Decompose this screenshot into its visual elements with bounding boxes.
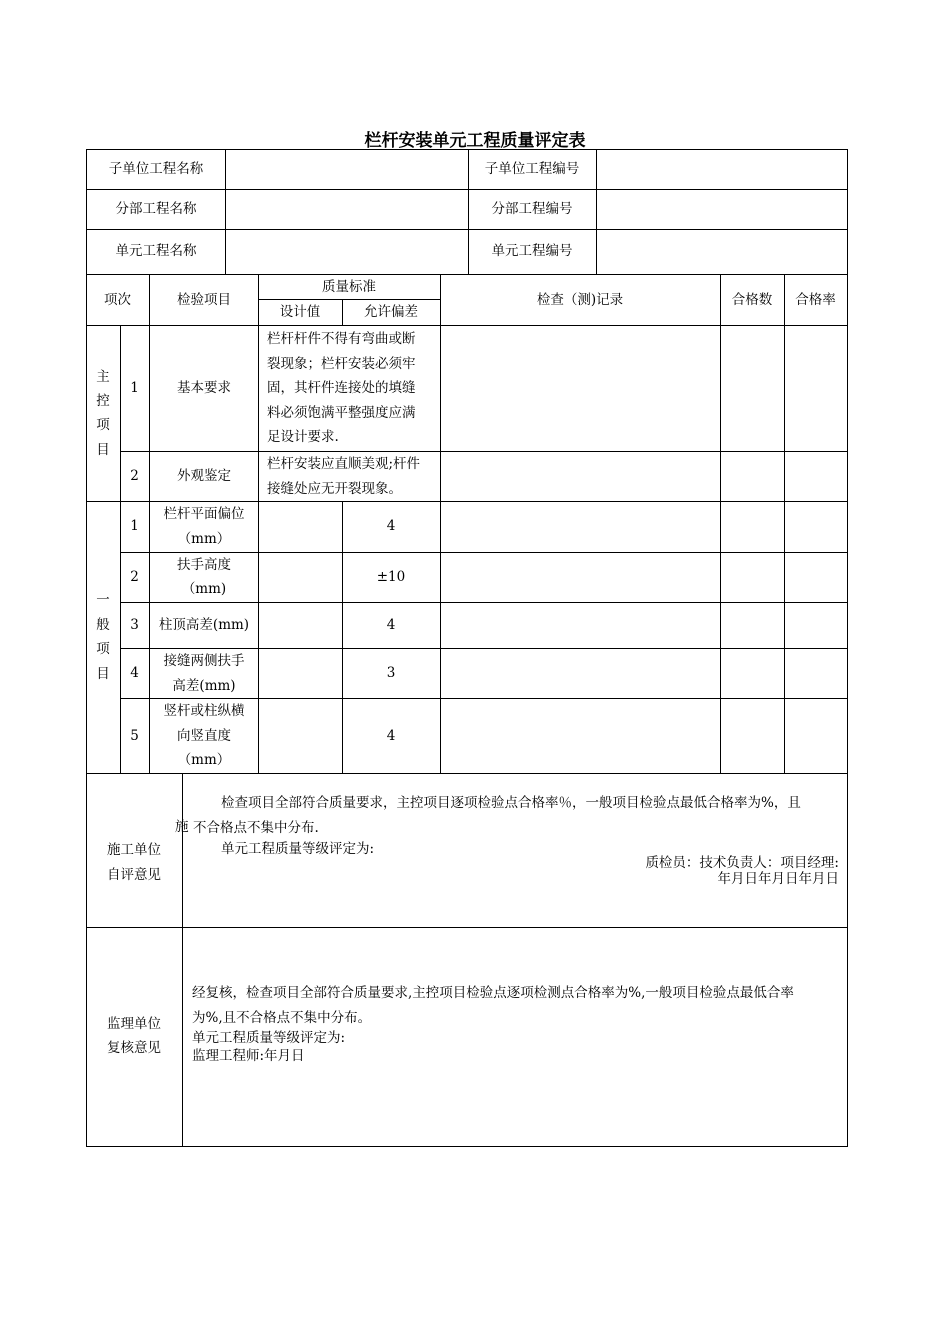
construction-label-line: 施工单位 bbox=[107, 842, 161, 858]
general-item-name-line: 扶手高度 bbox=[177, 557, 231, 573]
row-divider bbox=[86, 189, 848, 190]
general-item-tolerance: ±10 bbox=[376, 569, 406, 585]
main-item-name: 外观鉴定 bbox=[177, 468, 231, 484]
general-item-no: 3 bbox=[130, 617, 139, 633]
row-divider bbox=[86, 229, 848, 230]
supervision-label-line: 复核意见 bbox=[107, 1040, 161, 1056]
row-divider bbox=[120, 602, 848, 603]
col-header-item-no: 项次 bbox=[104, 292, 131, 308]
division-name-label: 分部工程名称 bbox=[115, 201, 197, 217]
row-divider bbox=[120, 451, 848, 452]
construction-signers: 质检员：技术负责人：项目经理: bbox=[645, 855, 839, 871]
standard-line: 裂现象；栏杆安装必须牢 bbox=[267, 356, 416, 372]
group-label-char: 目 bbox=[96, 442, 110, 458]
construction-opinion-line: 不合格点不集中分布. bbox=[193, 820, 319, 836]
construction-grade-line: 单元工程质量等级评定为: bbox=[221, 841, 375, 857]
supervision-label-line: 监理单位 bbox=[107, 1016, 161, 1032]
general-item-no: 2 bbox=[130, 569, 139, 585]
col-header-pass-rate: 合格率 bbox=[795, 292, 836, 308]
standard-line: 栏杆杆件不得有弯曲或断 bbox=[267, 331, 416, 347]
general-item-name-line: 向竖直度 bbox=[177, 728, 231, 744]
division-no-label: 分部工程编号 bbox=[491, 201, 573, 217]
group-label-char: 目 bbox=[96, 666, 110, 682]
general-item-name-line: （mm） bbox=[177, 752, 231, 768]
table-border-top bbox=[86, 149, 848, 150]
general-item-no: 1 bbox=[130, 518, 139, 534]
col-header-check-item: 检验项目 bbox=[177, 292, 231, 308]
col-divider bbox=[784, 274, 785, 773]
col-divider bbox=[440, 274, 441, 773]
row-divider bbox=[86, 927, 848, 928]
general-item-name-line: （mm) bbox=[181, 581, 227, 597]
standard-line: 固，其杆件连接处的填缝 bbox=[267, 380, 416, 396]
col-header-quality-standard: 质量标准 bbox=[322, 279, 376, 295]
general-item-no: 4 bbox=[130, 665, 139, 681]
group-label-char: 主 bbox=[96, 369, 110, 385]
row-divider bbox=[86, 773, 848, 774]
row-divider bbox=[86, 325, 848, 326]
supervision-opinion-line: 经复核，检查项目全部符合质量要求,主控项目检验点逐项检测点合格率为%,一般项目检验点最低合率 bbox=[192, 985, 794, 1001]
main-item-no: 2 bbox=[130, 468, 139, 484]
general-item-tolerance: 4 bbox=[386, 728, 396, 744]
sub-unit-no-label: 子单位工程编号 bbox=[484, 161, 580, 177]
col-header-design-value: 设计值 bbox=[279, 304, 321, 320]
general-item-name-line: 柱顶高差(mm) bbox=[158, 617, 250, 633]
standard-line: 足设计要求. bbox=[267, 429, 339, 445]
general-item-tolerance: 4 bbox=[386, 518, 396, 534]
sub-unit-name-label: 子单位工程名称 bbox=[108, 161, 204, 177]
general-item-name-line: 高差(mm) bbox=[172, 678, 236, 694]
standard-line: 料必须饱满平整强度应满 bbox=[267, 405, 416, 421]
group-label-char: 项 bbox=[96, 417, 110, 433]
table-border-right bbox=[847, 149, 848, 1146]
supervision-grade-line: 单元工程质量等级评定为: bbox=[192, 1030, 346, 1046]
group-label-char: 项 bbox=[96, 641, 110, 657]
construction-opinion-line: 检查项目全部符合质量要求，主控项目逐项检验点合格率％，一般项目检验点最低合格率为%，且 bbox=[221, 795, 801, 811]
general-item-no: 5 bbox=[130, 728, 139, 744]
main-item-no: 1 bbox=[130, 380, 139, 396]
general-item-tolerance: 3 bbox=[386, 665, 396, 681]
construction-label-line: 自评意见 bbox=[107, 867, 161, 883]
table-border-bottom bbox=[86, 1146, 848, 1147]
col-divider bbox=[596, 149, 597, 274]
group-label-char: 控 bbox=[96, 393, 110, 409]
group-label-char: 般 bbox=[96, 617, 110, 633]
construction-stray-char: 施 bbox=[175, 819, 189, 835]
construction-dates: 年月日年月日年月日 bbox=[717, 871, 839, 887]
group-label-char: 一 bbox=[96, 592, 110, 608]
main-item-name: 基本要求 bbox=[177, 380, 231, 396]
general-item-name-line: 栏杆平面偏位 bbox=[163, 506, 245, 522]
supervision-opinion-line: 为%,且不合格点不集中分布。 bbox=[192, 1010, 372, 1026]
row-divider bbox=[86, 274, 848, 275]
col-header-pass-count: 合格数 bbox=[731, 292, 773, 308]
standard-line: 接缝处应无开裂现象。 bbox=[267, 481, 402, 497]
general-item-name-line: （mm） bbox=[177, 531, 231, 547]
general-item-name-line: 竖杆或柱纵横 bbox=[163, 703, 245, 719]
unit-no-label: 单元工程编号 bbox=[491, 243, 573, 259]
unit-name-label: 单元工程名称 bbox=[115, 243, 197, 259]
general-item-name-line: 接缝两侧扶手 bbox=[163, 653, 245, 669]
col-divider bbox=[720, 274, 721, 773]
supervision-signer-line: 监理工程师:年月日 bbox=[192, 1048, 305, 1064]
general-item-tolerance: 4 bbox=[386, 617, 396, 633]
page-title: 栏杆安装单元工程质量评定表 bbox=[364, 131, 586, 151]
col-header-record: 检查（测)记录 bbox=[536, 292, 624, 308]
col-header-tolerance: 允许偏差 bbox=[364, 304, 418, 320]
standard-line: 栏杆安装应直顺美观;杆件 bbox=[267, 456, 421, 472]
